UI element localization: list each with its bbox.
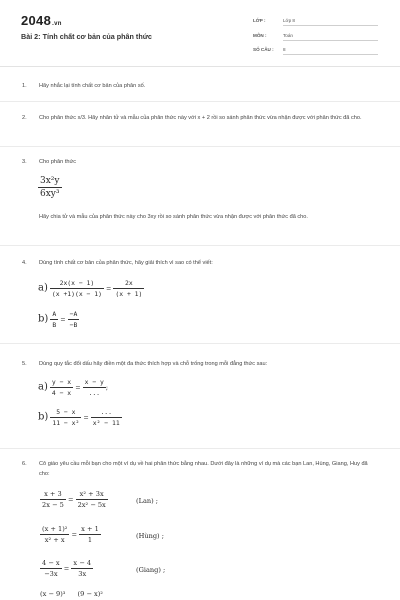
question-number: 3. xyxy=(22,159,27,165)
fraction-denominator: 2x − 5 xyxy=(42,501,64,509)
fraction-denominator: −3x xyxy=(44,570,58,578)
fraction-denominator: 4 − x xyxy=(51,389,72,397)
fraction-numerator: x − y xyxy=(84,378,104,386)
fraction-denominator: x² − 11 xyxy=(92,419,120,427)
question-divider xyxy=(0,146,400,147)
q3-fraction xyxy=(38,176,62,199)
fraction-denominator: 6xy³ xyxy=(40,189,60,199)
example-lan xyxy=(40,490,159,509)
fraction-numerator: 2x(x − 1) xyxy=(50,279,104,289)
logo-text: 2048 xyxy=(21,13,52,28)
count-value: 8 xyxy=(283,47,378,55)
class-value: Lớp 8 xyxy=(283,18,378,26)
q4b-equation xyxy=(38,310,79,329)
fraction-numerator: 4 − x xyxy=(42,559,60,567)
equals-sign: = xyxy=(71,530,78,539)
q4a-equation xyxy=(38,279,144,298)
fraction-denominator: 3x xyxy=(78,570,87,578)
fraction-numerator: 2x xyxy=(113,279,144,289)
fraction-blank: ... xyxy=(88,389,101,397)
fraction-blank: ... xyxy=(91,408,122,418)
equals-sign: = xyxy=(63,564,70,573)
equals-sign: = xyxy=(67,495,74,504)
fraction-numerator: x + 1 xyxy=(81,525,99,533)
question-divider xyxy=(0,245,400,246)
subject-label: MÔN : xyxy=(253,33,267,38)
fraction-numerator: x + 3 xyxy=(40,490,66,500)
question-number: 1. xyxy=(22,83,27,89)
question-text: Hãy chia tử và mẫu của phân thức này cho 3xy rồi so sánh phân thức vừa nhận được với phân thức đã cho. xyxy=(39,214,308,220)
student-name: (Hùng) ; xyxy=(136,532,164,540)
equals-sign: = xyxy=(83,413,89,422)
part-label: a) xyxy=(38,282,48,294)
question-text: Dùng quy tắc đổi dấu hãy điền một đa thức thích hợp và chỗ trống trong mỗi đẳng thức sau: xyxy=(39,361,268,367)
question-number: 4. xyxy=(22,260,27,266)
question-number: 2. xyxy=(22,115,27,121)
fraction-denominator: −B xyxy=(69,321,78,329)
header-divider xyxy=(0,66,400,67)
question-number: 5. xyxy=(22,361,27,367)
fraction-numerator: (9 − x)² xyxy=(77,590,103,598)
q5a-equation xyxy=(38,378,108,397)
semicolon: ; xyxy=(105,383,109,392)
fraction-denominator: 1 xyxy=(87,536,93,544)
example-giang xyxy=(40,559,166,578)
question-text: Hãy nhắc lại tính chất cơ bản của phân số. xyxy=(39,83,146,89)
part-label: a) xyxy=(38,381,48,393)
fraction-denominator: (x + 1) xyxy=(115,290,143,298)
count-label: SỐ CÂU : xyxy=(253,47,274,52)
logo-suffix: .vn xyxy=(52,21,62,27)
fraction-denominator: x² + x xyxy=(44,536,65,544)
fraction-denominator: (x +1)(x − 1) xyxy=(51,290,102,298)
question-text: Cô giáo yêu cầu mỗi bạn cho một ví dụ về hai phân thức bằng nhau. Dưới đây là những ví dụ mà các bạn Lan, Hùng, Giang, Huy đã cho: xyxy=(39,461,368,477)
question-text: Cho phân thức xyxy=(39,159,77,165)
fraction-denominator: 2x² − 5x xyxy=(77,501,106,509)
part-label: b) xyxy=(38,313,49,325)
question-divider xyxy=(0,448,400,449)
example-huy xyxy=(40,590,103,598)
equals-sign: = xyxy=(60,315,66,324)
worksheet-header xyxy=(0,0,400,64)
fraction-numerator: A xyxy=(52,310,57,318)
part-label: b) xyxy=(38,411,49,423)
q5b-equation xyxy=(38,408,122,427)
equals-sign: = xyxy=(106,284,112,293)
fraction-numerator: x² + 3x xyxy=(76,490,108,500)
lesson-title: Bài 2: Tính chất cơ bản của phân thức xyxy=(21,32,152,41)
fraction-numerator: −A xyxy=(69,310,78,318)
fraction-numerator: 3x²y xyxy=(40,176,60,186)
fraction-numerator: y − x xyxy=(51,378,72,386)
question-text: Dùng tính chất cơ bản của phân thức, hãy giải thích vì sao có thể viết: xyxy=(39,260,213,266)
subject-value: Toán xyxy=(283,33,378,41)
question-divider xyxy=(0,101,400,102)
fraction-numerator: x − 4 xyxy=(73,559,92,567)
fraction-numerator: (x − 9)³ xyxy=(40,590,66,598)
example-hung xyxy=(40,525,164,544)
fraction-numerator: (x + 1)² xyxy=(42,525,68,533)
question-number: 6. xyxy=(22,461,27,467)
student-name: (Giang) ; xyxy=(136,566,166,574)
fraction-numerator: 5 − x xyxy=(50,408,81,418)
question-text: Cho phân thức x/3. Hãy nhân tử và mẫu của phân thức này với x + 2 rồi so sánh phân thức vừa nhận được với phân thức đã cho. xyxy=(39,115,362,121)
site-logo[interactable] xyxy=(21,13,62,28)
student-name: (Lan) ; xyxy=(136,497,159,505)
question-divider xyxy=(0,343,400,344)
class-label: LỚP : xyxy=(253,18,266,23)
equals-sign: = xyxy=(75,383,81,392)
fraction-denominator: 11 − x² xyxy=(52,419,80,427)
fraction-denominator: B xyxy=(52,321,57,329)
